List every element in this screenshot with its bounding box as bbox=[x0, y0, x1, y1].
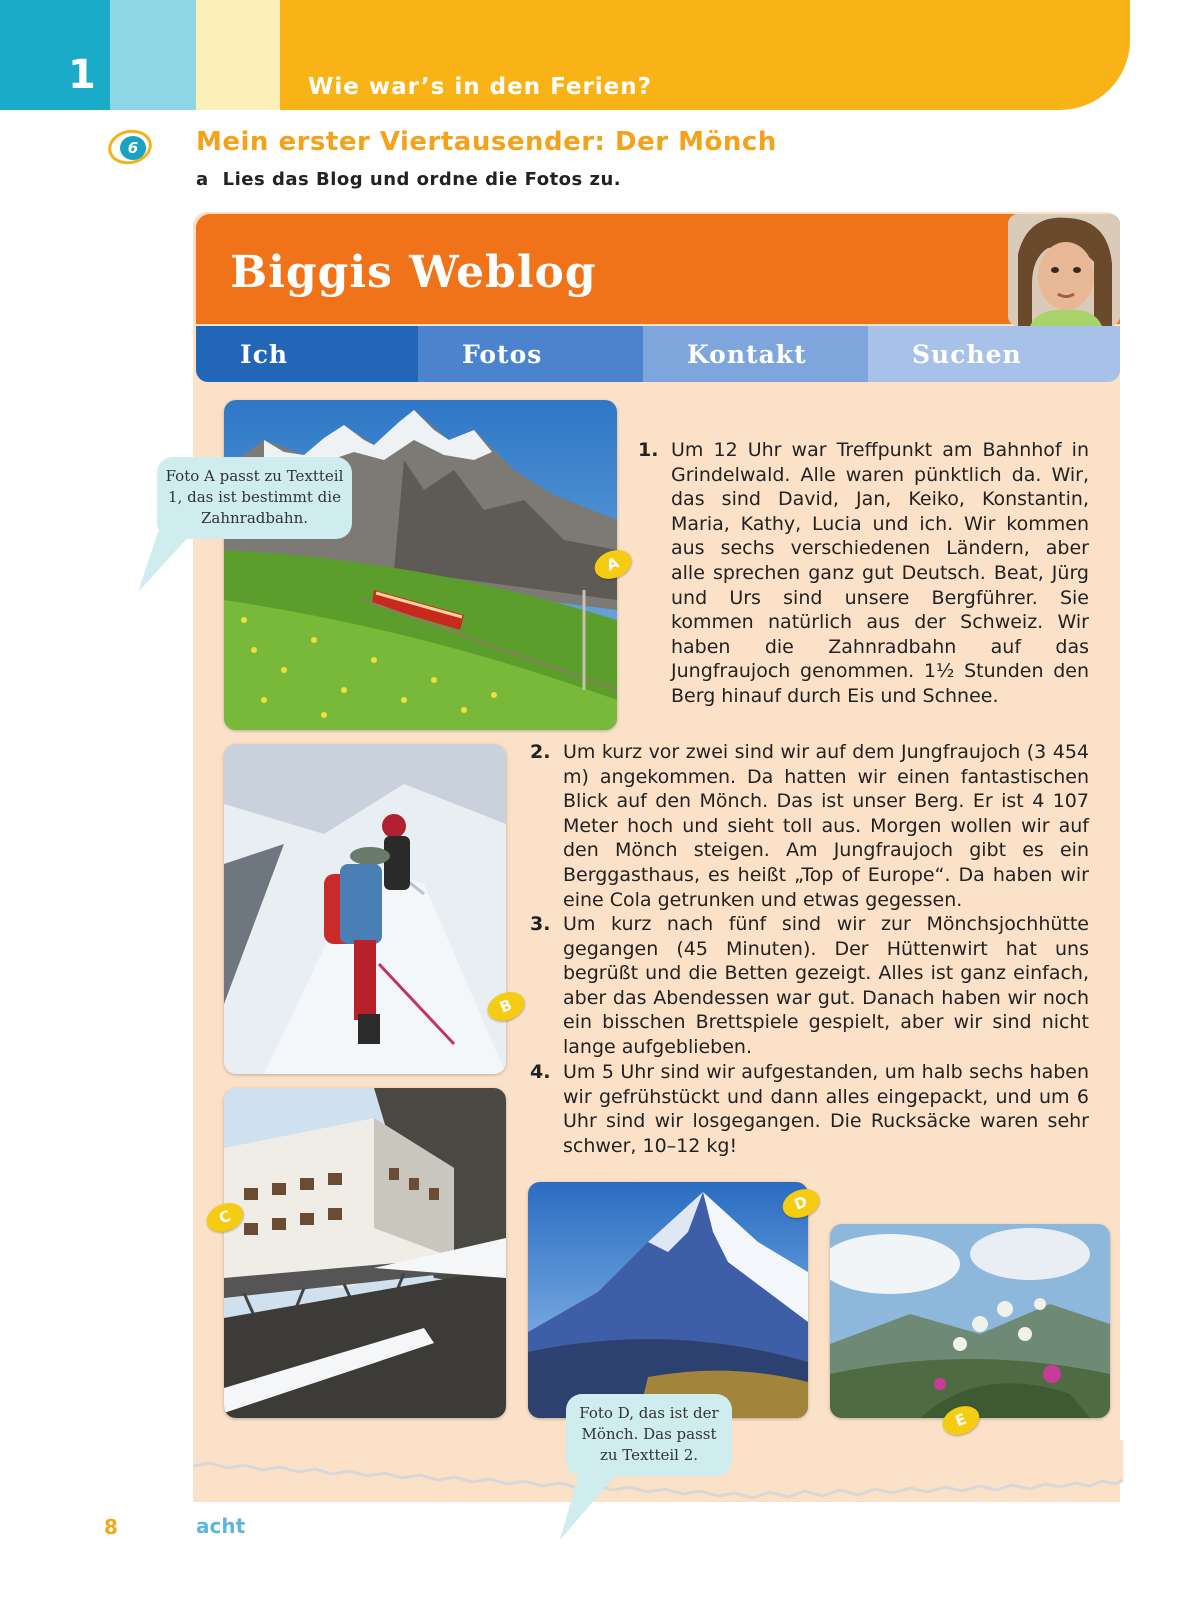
photo-a-cogwheel-train bbox=[224, 400, 617, 730]
photo-e-edelweiss bbox=[830, 1224, 1110, 1418]
exercise-title: Mein erster Viertausender: Der Mönch bbox=[196, 127, 777, 157]
chapter-color-block-lightblue bbox=[110, 0, 196, 110]
tab-fotos[interactable]: Fotos bbox=[418, 326, 643, 382]
cogwheel-train-mountain-photo-icon bbox=[224, 400, 617, 730]
paragraph-number: 1. bbox=[638, 439, 659, 461]
tab-suchen[interactable]: Suchen bbox=[868, 326, 1120, 382]
blog-paragraph-2 bbox=[530, 740, 1089, 912]
photo-c-mountain-hut bbox=[224, 1088, 506, 1418]
photo-marker-c: C bbox=[202, 1198, 247, 1237]
paragraph-text: Um 12 Uhr war Treffpunkt am Bahnhof in Grindelwald. Alle waren pünktlich da. Wir, das sind David, Jan, Keiko, Konstantin, Maria, Kathy, Lucia und ich. Wir kommen aus sechs verschiedenen Ländern, aber alle sprechen ganz gut Deutsch. Beat, Jürg und Urs sind unsere Bergführer. Sie kommen natürlich aus der Schweiz. Wir haben die Zahnradbahn auf das Jungfraujoch genommen. 1½ Stunden den Berg hinauf durch Eis und Schnee. bbox=[671, 439, 1089, 707]
paragraph-number: 4. bbox=[530, 1061, 551, 1083]
chapter-number: 1 bbox=[68, 52, 96, 98]
exercise-instruction-line bbox=[196, 169, 621, 190]
tab-kontakt[interactable]: Kontakt bbox=[643, 326, 868, 382]
snowy-peak-photo-icon bbox=[528, 1182, 808, 1418]
edelweiss-flowers-photo-icon bbox=[830, 1224, 1110, 1418]
climbers-snow-ridge-photo-icon bbox=[224, 744, 506, 1074]
blog-paragraph-3 bbox=[530, 912, 1089, 1060]
speech-bubble-photo-a: Foto A passt zu Textteil 1, das ist bestimmt die Zahnradbahn. bbox=[157, 457, 352, 539]
blog-title: Biggis Weblog bbox=[230, 247, 597, 298]
exercise-number: 6 bbox=[120, 136, 146, 160]
portrait-photo-icon bbox=[1008, 214, 1120, 326]
paragraph-number: 3. bbox=[530, 913, 551, 935]
task-letter: a bbox=[196, 169, 209, 190]
page-number-word: acht bbox=[196, 1514, 246, 1538]
photo-marker-d: D bbox=[778, 1184, 823, 1223]
blog-paragraph-1 bbox=[638, 438, 1089, 709]
chapter-title: Wie war’s in den Ferien? bbox=[308, 74, 653, 100]
photo-d-peak bbox=[528, 1182, 808, 1418]
paragraph-text: Um 5 Uhr sind wir aufgestanden, um halb sechs haben wir gefrühstückt und dann alles eingepackt, und um 6 Uhr sind wir losgegangen. Die Rucksäcke waren sehr schwer, 10–12 kg! bbox=[563, 1061, 1089, 1157]
task-instruction: Lies das Blog und ordne die Fotos zu. bbox=[222, 169, 622, 190]
paragraph-text: Um kurz vor zwei sind wir auf dem Jungfraujoch (3 454 m) angekommen. Da hatten wir einen fantastischen Blick auf den Mönch. Das ist unser Berg. Er ist 4 107 Meter hoch und sieht toll aus. Morgen wollen wir auf den Mönch steigen. Am Jungfraujoch gibt es ein Berggasthaus, es heißt „Top of Europe“. Da haben wir eine Cola getrunken und etwas gegessen. bbox=[563, 741, 1089, 911]
paragraph-text: Um kurz nach fünf sind wir zur Mönchsjochhütte gegangen (45 Minuten). Der Hüttenwirt hat uns begrüßt und die Betten gezeigt. Alles ist ganz einfach, aber das Abendessen war gut. Danach haben wir noch ein bisschen Brettspiele gespielt, aber wir sind nicht lange aufgeblieben. bbox=[563, 913, 1089, 1058]
mountain-hut-photo-icon bbox=[224, 1088, 506, 1418]
chapter-color-block-cream bbox=[196, 0, 280, 110]
speech-bubble-photo-d: Foto D, das ist der Mönch. Das passt zu Textteil 2. bbox=[566, 1394, 732, 1476]
tab-ich[interactable]: Ich bbox=[196, 326, 418, 382]
speech-bubble-tail-icon bbox=[560, 1470, 640, 1540]
photo-marker-b: B bbox=[483, 987, 528, 1026]
avatar bbox=[1008, 214, 1120, 326]
photo-marker-e: E bbox=[938, 1401, 983, 1440]
photo-marker-a: A bbox=[590, 545, 635, 584]
page-number: 8 bbox=[104, 1515, 118, 1539]
blog-paragraph-4 bbox=[530, 1060, 1089, 1158]
paragraph-number: 2. bbox=[530, 741, 551, 763]
speech-bubble-tail-icon bbox=[138, 532, 198, 592]
photo-b-climbers bbox=[224, 744, 506, 1074]
